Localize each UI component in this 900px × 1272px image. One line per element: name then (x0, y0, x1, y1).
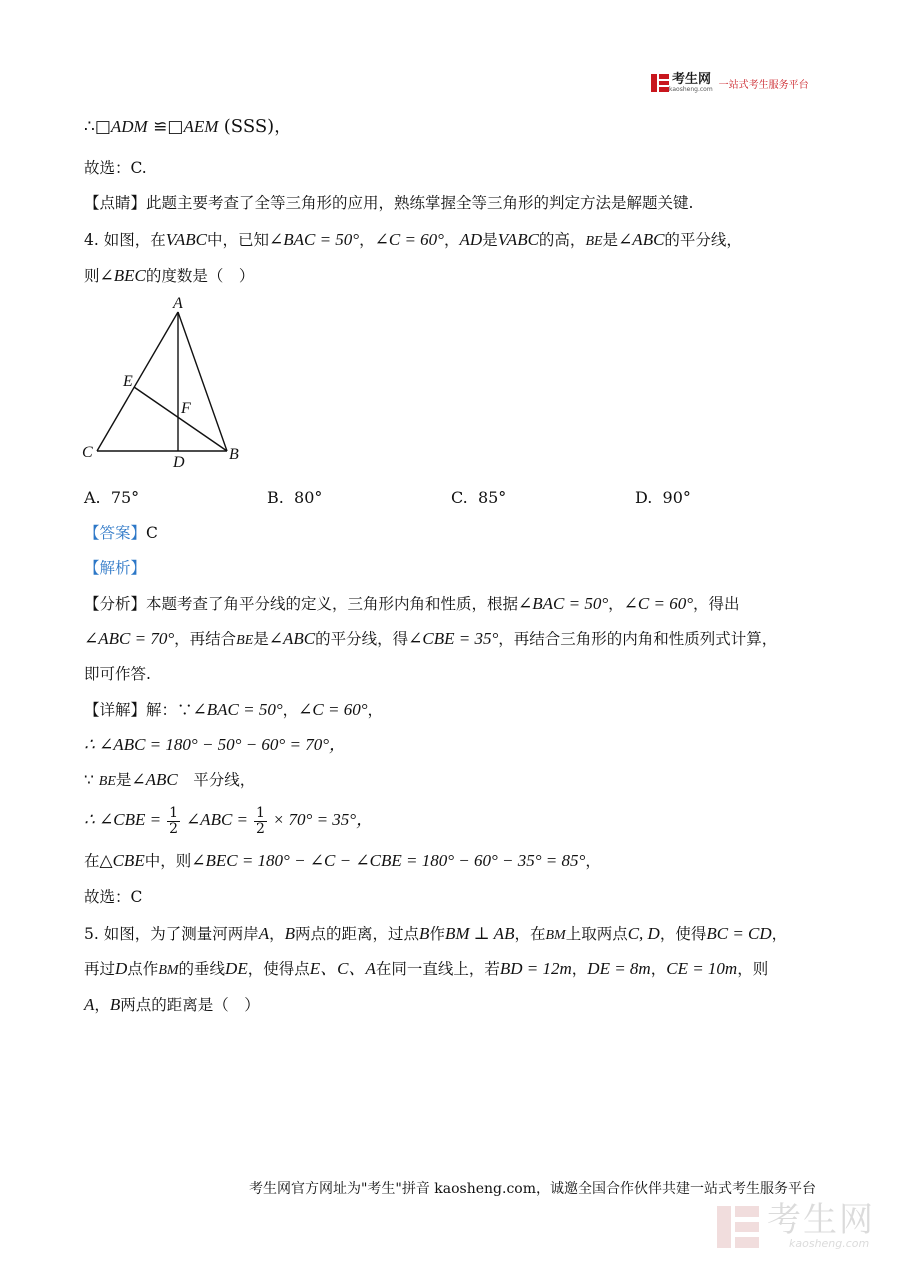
q5-stem-line3: A，B两点的距离是（ ） (84, 995, 260, 1014)
q4-answer: 【答案】C (84, 524, 158, 542)
side-ca (97, 312, 178, 451)
prev-conclusion: ∴□ADM ≌□AEM (SSS)， (84, 116, 292, 137)
q4-detail-line1: 【详解】解：∵∠BAC = 50°，∠C = 60°， (84, 700, 384, 719)
q4-detail-line5: 在△CBE中，则∠BEC = 180° − ∠C − ∠CBE = 180° − 60° − 35° = 85°， (84, 851, 601, 870)
footer-text: 考生网官方网址为"考生"拼音 kaosheng.com，诚邀全国合作伙伴共建一站式考生服务平台 (248, 1181, 816, 1197)
label-b: B (229, 446, 239, 463)
q5-stem-line1: 5. 如图，为了测量河两岸A，B两点的距离，过点B作BM ⊥ AB，在BM上取两点C, D，使得BC = CD， (84, 924, 788, 943)
prev-choice: 故选：C. (84, 159, 147, 177)
q4-fenxi-line3: 即可作答. (84, 665, 151, 683)
brand-logo-icon (651, 74, 669, 92)
label-e: E (123, 373, 133, 390)
label-a: A (173, 295, 183, 312)
watermark-name: 考生网 (767, 1200, 875, 1240)
fraction-half-2: $\frac{1}{2}$ (255, 804, 265, 837)
fraction-half-1: $\frac{1}{2}$ (169, 804, 178, 837)
option-b[interactable]: B. 80° (267, 488, 323, 507)
header-logo (651, 73, 809, 93)
q4-fenxi-line2: ∠ABC = 70°，再结合BE是∠ABC的平分线，得∠CBE = 35°，再结合三角形的内角和性质列式计算， (84, 629, 778, 648)
q4-fenxi-line1: 【分析】本题考查了角平分线的定义，三角形内角和性质，根据∠BAC = 50°，∠C = 60°，得出 (84, 594, 740, 613)
watermark-domain: kaosheng.com (789, 1237, 870, 1250)
brand-name: 考生网 (672, 72, 712, 87)
side-ab (178, 312, 227, 451)
brand-slogan: 一站式考生服务平台 (718, 79, 809, 91)
watermark-logo-icon (717, 1206, 759, 1248)
bisector-be (134, 387, 227, 451)
label-f: F (181, 400, 191, 417)
q4-triangle-figure (75, 295, 255, 475)
watermark (717, 1200, 875, 1250)
option-d[interactable]: D. 90° (635, 488, 691, 507)
label-d: D (173, 454, 185, 471)
q4-detail-line2: ∴ ∠ABC = 180° − 50° − 60° = 70°， (84, 735, 346, 754)
option-c[interactable]: C. 85° (451, 488, 507, 507)
q5-stem-line2: 再过D点作BM的垂线DE，使得点E、C、A在同一直线上，若BD = 12m，DE = 8m，CE = 10m，则 (84, 959, 769, 978)
q4-analysis-tag: 【解析】 (84, 559, 147, 577)
brand-domain: kaosheng.com (669, 86, 713, 93)
q4-stem-line2: 则∠BEC的度数是（ ） (84, 266, 255, 285)
prev-comment: 【点睛】此题主要考查了全等三角形的应用，熟练掌握全等三角形的判定方法是解题关键. (84, 194, 694, 212)
q4-detail-line3: ∵ BE是∠ABC 平分线， (84, 770, 256, 789)
option-a[interactable]: A. 75° (84, 488, 140, 507)
q4-choice: 故选：C (84, 888, 143, 906)
label-c: C (82, 444, 93, 461)
q4-detail-line4: ∴ ∠CBE = $\frac{1}{2}$ ∠ABC = $\frac{1}{2}$ × 70° = 35°， (84, 804, 374, 837)
q4-stem-line1: 4. 如图，在VABC中，已知∠BAC = 50°，∠C = 60°，AD是VABC的高，BE是∠ABC的平分线， (84, 230, 742, 249)
